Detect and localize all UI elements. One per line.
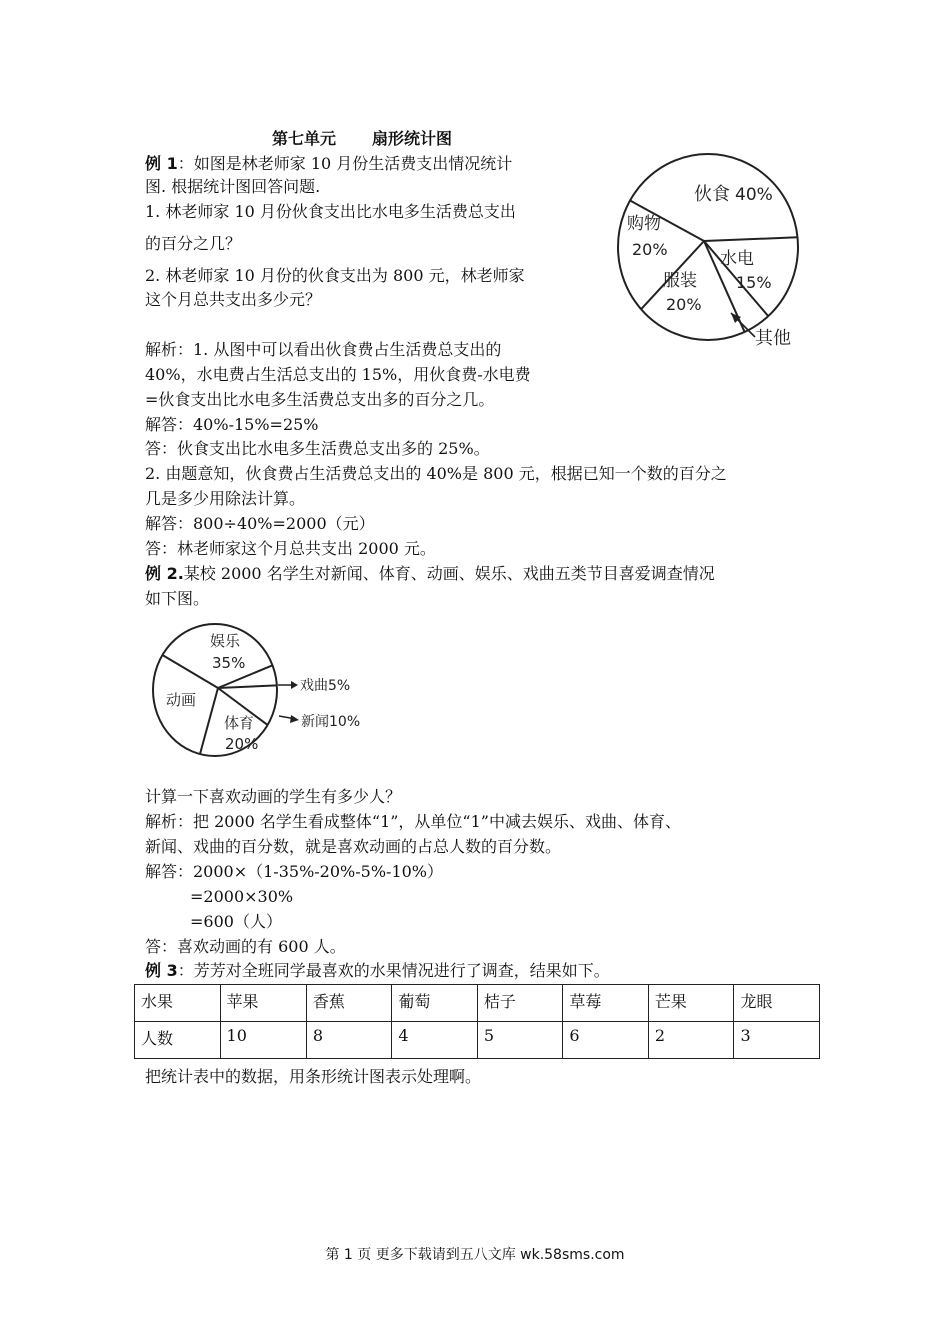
pie2-label-group-opera [300,677,350,694]
ex1-s6: 2. 由题意知，伙食费占生活费总支出的 40%是 800 元，根据已知一个数的百分之 [145,464,727,483]
table-cell: 龙眼 [734,985,820,1022]
title-topic: 扇形统计图 [372,129,453,148]
ex1-q2b: 这个月总共支出多少元？ [145,290,322,309]
ex3-line1 [145,960,610,982]
ex1-s5: 答：伙食支出比水电多生活费总支出多的 25%。 [145,439,490,458]
table-cell: 5 [477,1022,563,1059]
pie1-slice-1-edge [704,237,798,241]
table-cell: 4 [392,1022,478,1059]
pie2-pct-entertainment: 35% [212,654,246,672]
table-cell: 10 [220,1022,306,1059]
pie2-pct-opera: 5% [328,678,351,694]
ex2-line1 [145,563,715,585]
pie2-news-arrowhead [290,715,299,723]
ex3-after: 把统计表中的数据，用条形统计图表示处理啊。 [145,1067,482,1086]
table-cell: 2 [648,1022,734,1059]
pie1-pct-shopping: 20% [632,240,668,259]
fruit-table [134,984,820,1059]
ex1-q1b: 的百分之几？ [145,234,242,253]
pie2-slice-0-edge [162,655,218,688]
pie2-label-opera: 戏曲 [300,678,328,694]
pie1-label-utilities: 水电 [720,249,754,269]
ex1-line1 [145,153,512,175]
table-cell: 苹果 [220,985,306,1022]
pie2-label-news: 新闻 [301,714,329,730]
ex2-s2: 新闻、戏曲的百分数，就是喜欢动画的占总人数的百分数。 [145,837,562,856]
pie1-pct-food: 40% [735,185,773,205]
pie1-label-shopping: 购物 [627,214,661,234]
title-unit: 第七单元 [272,129,337,148]
pie2-label-group-news [301,713,360,730]
ex1-text2: 图. 根据统计图回答问题. [145,177,321,196]
ex2-s5: =600（人） [190,912,282,931]
ex1-q1a: 1. 林老师家 10 月份伙食支出比水电多生活费总支出 [145,202,516,221]
table-cell: 3 [734,1022,820,1059]
ex1-s1: 解析：1. 从图中可以看出伙食费占生活费总支出的 [145,340,502,359]
ex3-label: 例 3 [145,961,178,980]
pie2-label-sports: 体育 [224,714,255,732]
pie1-label-clothing: 服装 [663,271,697,291]
pie1-label-other: 其他 [755,328,791,349]
page-title [272,126,452,149]
ex2-s1: 解析：把 2000 名学生看成整体“1”，从单位“1”中减去娱乐、戏曲、体育、 [145,812,681,831]
ex1-text1: 如图是林老师家 10 月份生活费支出情况统计 [193,154,513,173]
ex2-s3: 解答：2000×（1-35%-20%-5%-10%） [145,862,444,881]
ex2-label: 例 2. [145,564,184,583]
table-cell: 6 [563,1022,649,1059]
ex3-colon: ： [177,961,194,980]
ex1-s3: =伙食支出比水电多生活费总支出多的百分之几。 [145,390,495,409]
table-cell: 人数 [135,1022,221,1059]
pie1-label-food: 伙食 [694,184,730,205]
ex1-s2: 40%，水电费占生活总支出的 15%，用伙食费-水电费 [145,365,531,384]
pie2-opera-arrowhead [291,681,298,689]
ex1-s8: 解答：800÷40%=2000（元） [145,514,375,533]
table-cell: 桔子 [477,985,563,1022]
ex2-text2: 如下图。 [145,589,210,608]
table-row [135,1022,820,1059]
pie2-pct-sports: 20% [225,735,259,753]
pie2-label-animation: 动画 [166,691,197,709]
pie-chart-programs [140,615,380,765]
ex1-s4: 解答：40%-15%=25% [145,415,319,434]
page-footer: 第 1 页 更多下载请到五八文库 wk.58sms.com [325,1247,625,1263]
pie1-pct-clothing: 20% [666,295,702,314]
ex2-s6: 答：喜欢动画的有 600 人。 [145,937,346,956]
ex2-text1: 某校 2000 名学生对新闻、体育、动画、娱乐、戏曲五类节目喜爱调查情况 [183,564,715,583]
table-cell: 葡萄 [392,985,478,1022]
pie1-pct-utilities: 15% [736,273,772,292]
table-cell: 8 [306,1022,392,1059]
pie2-label-entertainment: 娱乐 [210,632,241,650]
ex1-s7: 几是多少用除法计算。 [145,489,306,508]
table-cell: 香蕉 [306,985,392,1022]
pie2-pct-news: 10% [329,714,361,730]
pie2-slice-4-edge [200,688,218,754]
ex2-s4: =2000×30% [190,887,294,906]
pie-chart-expenses [600,140,815,355]
table-cell: 芒果 [648,985,734,1022]
ex1-label: 例 1 [145,154,178,173]
table-cell: 水果 [135,985,221,1022]
ex1-s9: 答：林老师家这个月总共支出 2000 元。 [145,539,436,558]
ex2-question: 计算一下喜欢动画的学生有多少人？ [145,787,402,806]
table-cell: 草莓 [563,985,649,1022]
pie2-slice-2-edge [218,685,277,688]
table-row [135,985,820,1022]
ex1-q2a: 2. 林老师家 10 月份的伙食支出为 800 元，林老师家 [145,266,525,285]
ex3-text1: 芳芳对全班同学最喜欢的水果情况进行了调查，结果如下。 [193,961,610,980]
ex1-colon: ： [177,154,194,173]
